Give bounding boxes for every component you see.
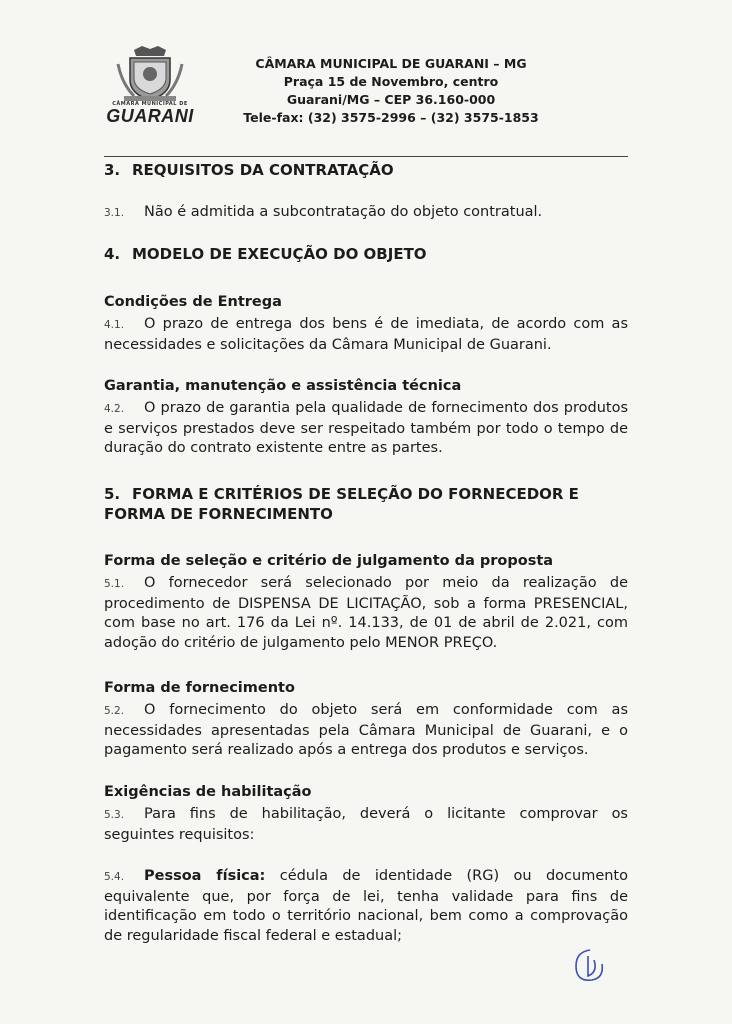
item-text: O prazo de entrega dos bens é de imediata, de acordo com as necessidades e solicitações da Câmara Municipal de Guarani. — [104, 316, 628, 353]
item-5-1 — [104, 574, 628, 653]
subheading-delivery-conditions: Condições de Entrega — [104, 294, 282, 310]
subheading-selection-criteria: Forma de seleção e critério de julgamento da proposta — [104, 553, 554, 569]
section-4-heading — [104, 244, 634, 264]
item-5-3 — [104, 805, 628, 845]
item-number: 5.1. — [104, 578, 125, 590]
handwritten-initial-signature — [568, 946, 612, 986]
item-number: 5.3. — [104, 809, 125, 821]
item-text: Não é admitida a subcontratação do objeto contratual. — [144, 204, 543, 220]
item-text: cédula de identidade (RG) ou documento equivalente que, por força de lei, tenha validade para fins de identificação em todo o território nacional, bem como a comprovação de regularidade fiscal federal e estadual; — [104, 868, 628, 944]
item-5-4 — [104, 867, 628, 946]
item-text: O fornecedor será selecionado por meio da realização de procedimento de DISPENSA DE LICITAÇÃO, sob a forma PRESENCIAL, com base no art. 176 da Lei nº. 14.133, de 01 de abril de 2.021, com adoção do critério de julgamento pelo MENOR PREÇO. — [104, 575, 628, 651]
section-title: MODELO DE EXECUÇÃO DO OBJETO — [132, 245, 427, 263]
header-address-block — [226, 55, 556, 127]
item-number: 5.2. — [104, 705, 125, 717]
item-3-1 — [104, 203, 628, 224]
section-5-heading — [104, 484, 634, 524]
item-5-2 — [104, 701, 628, 761]
section-title: REQUISITOS DA CONTRATAÇÃO — [132, 161, 394, 179]
item-text: O fornecimento do objeto será em conformidade com as necessidades apresentadas pela Câmara Municipal de Guarani, e o pagamento será realizado após a entrega dos produtos e serviços. — [104, 702, 628, 758]
section-3-heading — [104, 160, 634, 180]
item-4-1 — [104, 315, 628, 355]
item-bold-label: Pessoa física: — [144, 868, 266, 884]
subheading-qualification: Exigências de habilitação — [104, 784, 312, 800]
logo-caption: CÂMARA MUNICIPAL DE — [112, 101, 188, 107]
item-text: Para fins de habilitação, deverá o licitante comprovar os seguintes requisitos: — [104, 806, 628, 843]
header-line-street: Praça 15 de Novembro, centro — [283, 74, 499, 89]
logo-name: GUARANI — [106, 106, 194, 126]
item-number: 4.2. — [104, 403, 125, 415]
subheading-supply-form: Forma de fornecimento — [104, 680, 295, 696]
item-number: 4.1. — [104, 319, 125, 331]
section-title-line2: FORMA DE FORNECIMENTO — [104, 505, 333, 523]
section-number: 4. — [104, 245, 121, 263]
item-4-2 — [104, 399, 628, 459]
item-number: 3.1. — [104, 207, 125, 219]
header-line-city: Guarani/MG – CEP 36.160-000 — [286, 92, 496, 107]
section-number: 5. — [104, 485, 121, 503]
header-line-phone: Tele-fax: (32) 3575-2996 – (32) 3575-1853 — [243, 110, 539, 125]
section-title-line1: FORMA E CRITÉRIOS DE SELEÇÃO DO FORNECEDOR E — [132, 485, 579, 503]
header-line-institution: CÂMARA MUNICIPAL DE GUARANI – MG — [255, 56, 527, 71]
item-number: 5.4. — [104, 871, 125, 883]
item-text: O prazo de garantia pela qualidade de fornecimento dos produtos e serviços prestados deve ser respeitado também por todo o tempo de duração do contrato existente entre as partes. — [104, 400, 628, 456]
header-divider — [104, 156, 628, 157]
subheading-warranty: Garantia, manutenção e assistência técnica — [104, 378, 462, 394]
section-number: 3. — [104, 161, 121, 179]
